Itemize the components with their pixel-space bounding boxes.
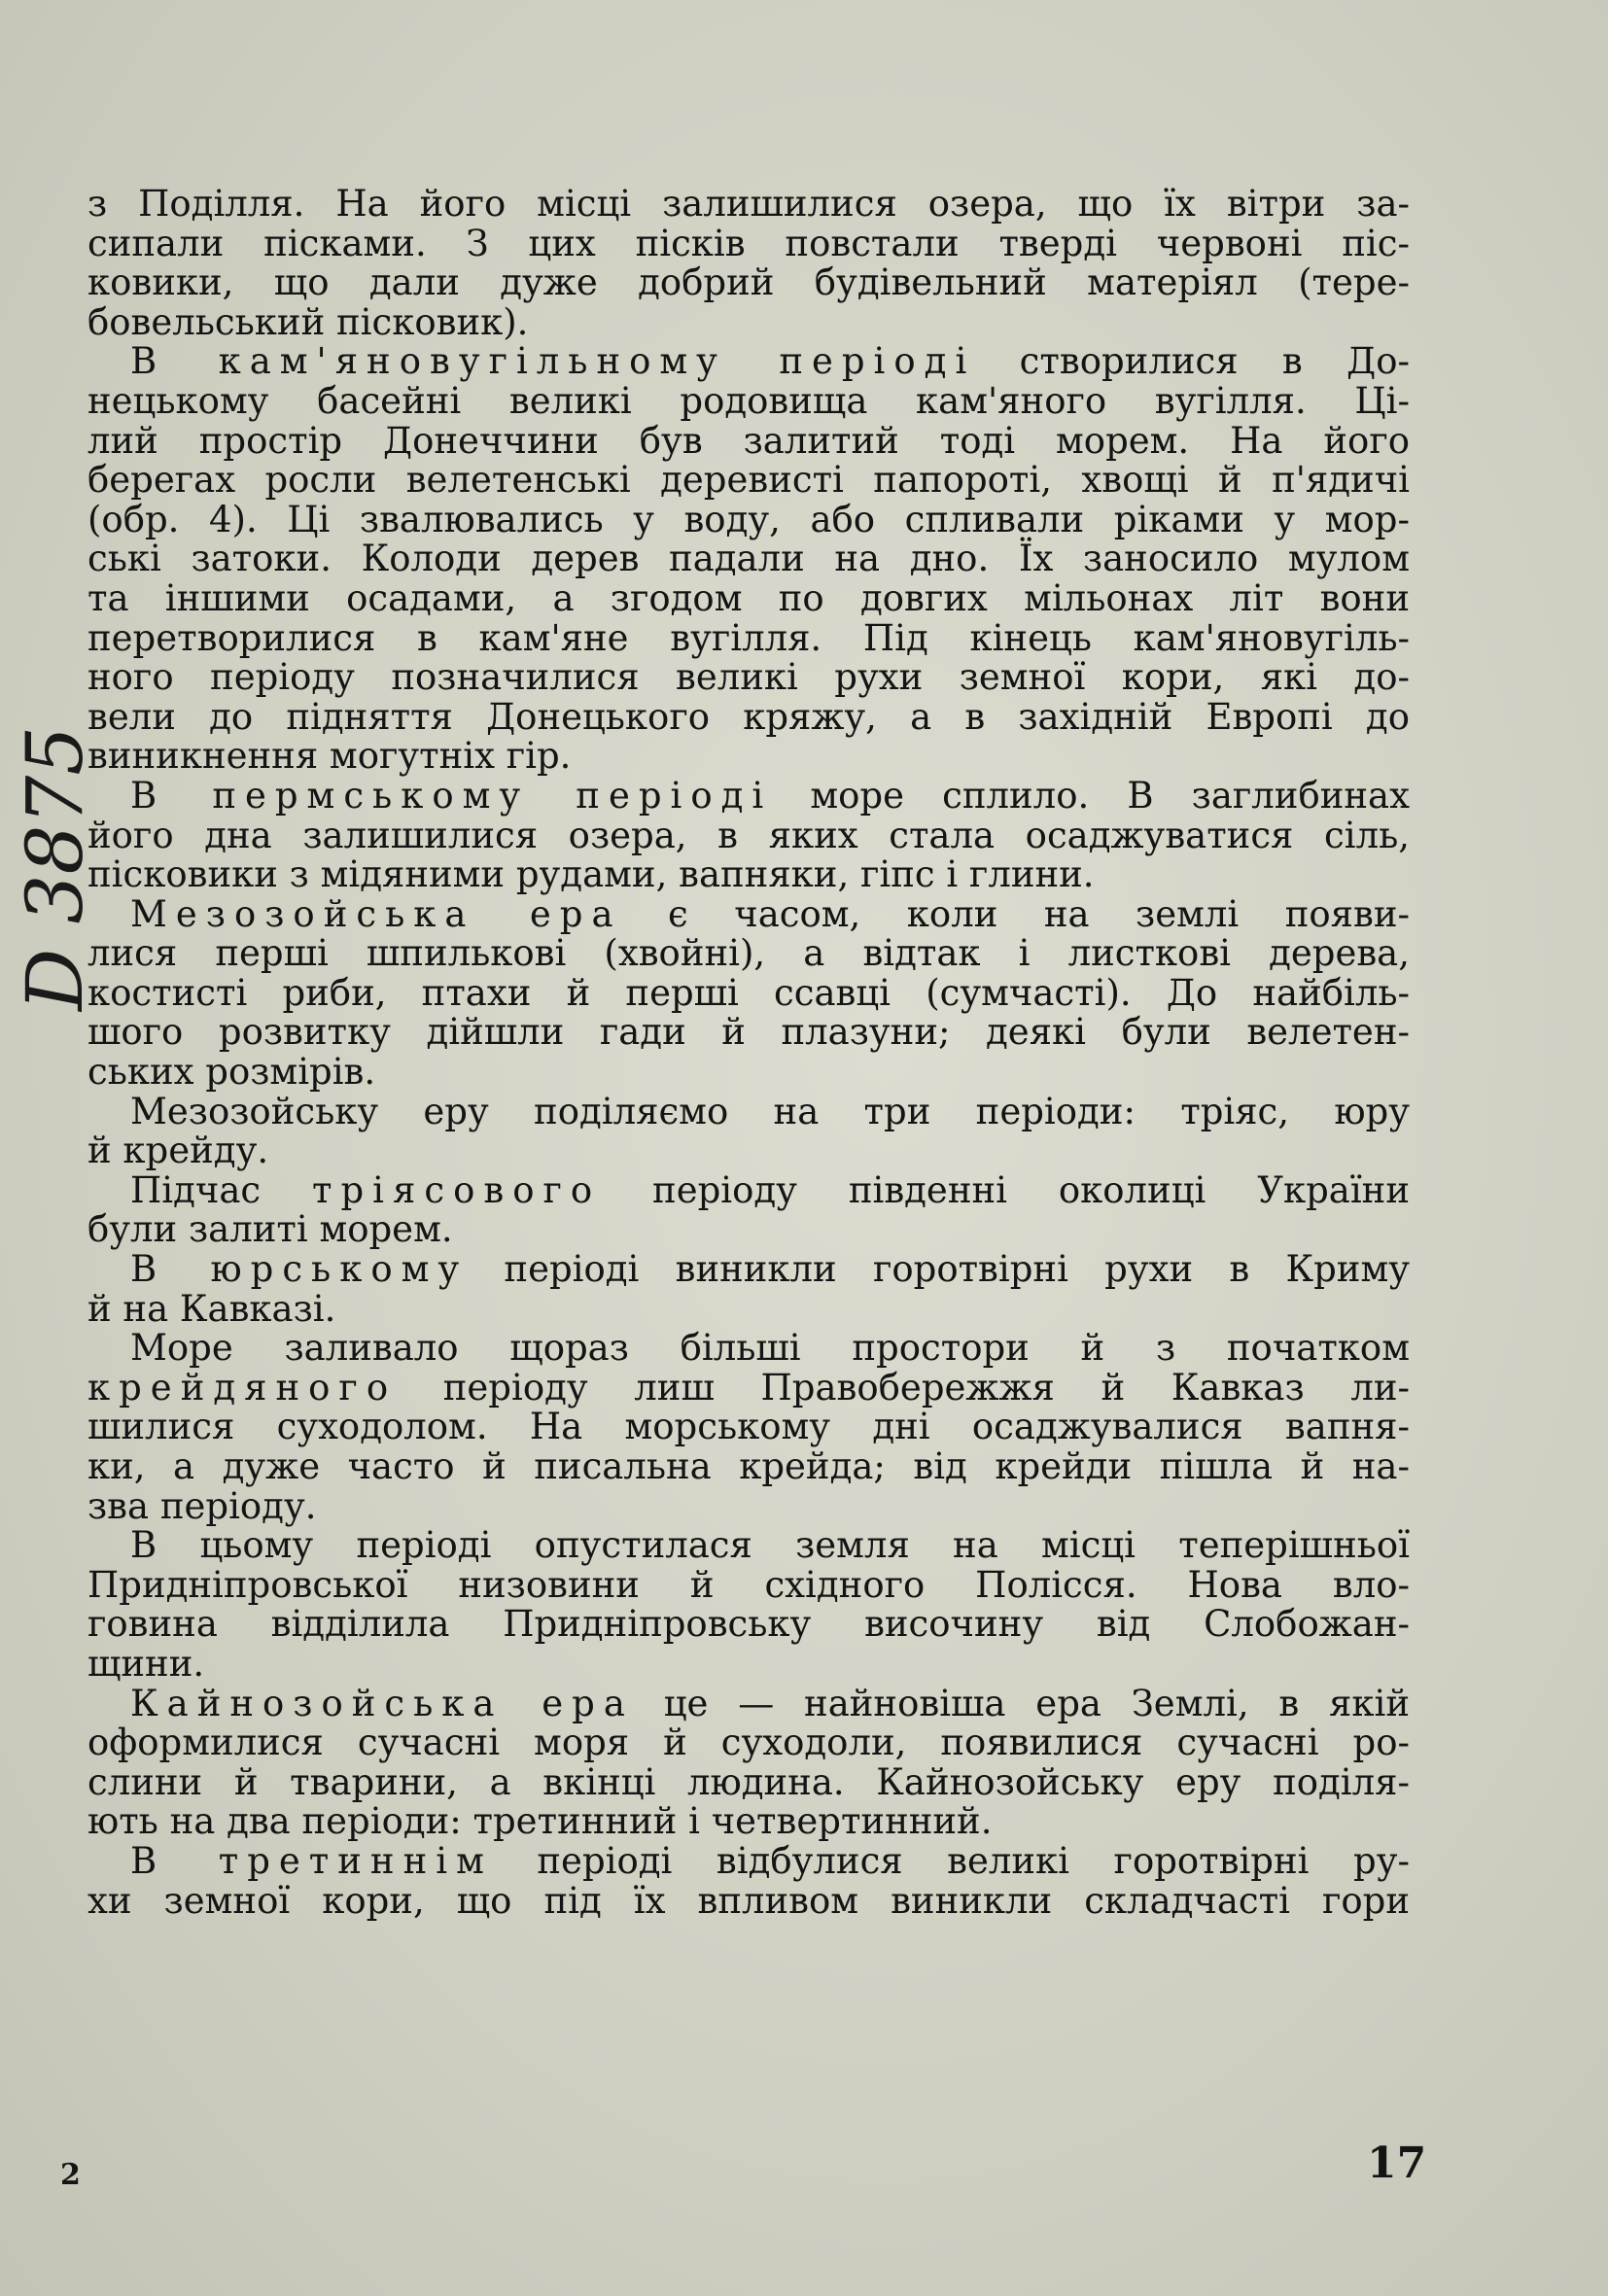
line-text: ють на два періоди: третинний і четвертинний. [87,1800,993,1843]
text-line [87,814,1410,856]
text-line [87,1484,1410,1527]
line-text: періоді відбулися великі горотвірні ру- [492,1839,1410,1882]
spaced-term: крейдяного [87,1366,398,1409]
text-line [87,461,1410,501]
line-text: з Поділля. На його місці залишилися озера, що їх вітри за- [87,183,1410,225]
text-line [87,855,1410,895]
line-text: хи земної кори, що під їх впливом виникли складчасті гори [87,1879,1410,1922]
line-text: оформилися сучасні моря й суходоли, появилися сучасні ро- [87,1722,1410,1764]
line-text: Море заливало щораз більші простори й з початком [130,1327,1410,1370]
line-text: й крейду. [87,1130,269,1172]
spaced-term: Мезозойська ера [130,892,622,935]
text-line [87,1563,1410,1606]
line-text: Підчас [130,1168,313,1211]
line-text: перетворилися в кам'яне вугілля. Під кінець кам'яновугіль- [87,616,1410,659]
line-text: ські затоки. Колоди дерев падали на дно. Їх заносило мулом [87,538,1410,580]
line-text: його дна залишилися озера, в яких стала осаджуватися сіль, [87,814,1410,856]
line-text: й на Кавказі. [87,1287,336,1330]
text-line [87,1168,1411,1211]
line-text: та іншими осадами, а згодом по довгих мільонах літ вони [87,576,1410,619]
text-line [87,1447,1410,1487]
line-text: ських розмірів. [87,1051,376,1094]
spaced-term: В юрському [130,1248,469,1291]
line-text: лися перші шпилькові (хвойні), а відтак і листкові дерева, [87,932,1410,975]
line-text: періоду лиш Правобережжя й Кавказ ли- [397,1366,1410,1409]
spaced-term: Кайнозойська ера [130,1682,634,1724]
text-line [87,498,1410,540]
line-text: Мезозойську еру поділяємо на три періоди: тріяс, юру [130,1090,1410,1132]
text-line [87,379,1410,422]
text-line [87,1013,1410,1053]
spaced-term: В третиннім [130,1839,493,1882]
line-text: сипали пісками. З цих пісків повстали тверді червоні піс- [87,222,1410,264]
line-text: періоду південні околиці України [601,1168,1411,1211]
text-line [87,892,1411,935]
line-text: бовельський пісковик). [87,300,529,343]
body-text [87,185,1410,1921]
text-line [87,576,1410,619]
line-text: це — найновіша ера Землі, в якій [633,1682,1410,1724]
text-line [87,1090,1410,1132]
text-line [87,1879,1410,1922]
text-line [87,1760,1410,1803]
spaced-term: тріясового [312,1168,602,1211]
line-text: лий простір Донеччини був залитий тоді морем. На його [87,419,1410,462]
text-line [87,1250,1410,1290]
line-text: нецькому басейні великі родовища кам'яного вугілля. Ці- [87,379,1410,422]
spaced-term: В кам'яновугільному періоді [130,340,976,383]
text-line [87,1366,1410,1409]
line-text: В цьому періоді опустилася земля на місці теперішньої [130,1524,1410,1567]
line-text: ного періоду позначилися великі рухи земної кори, які до- [87,656,1410,699]
text-line [87,539,1410,579]
line-text: слини й тварини, а вкінці людина. Кайнозойську еру поділя- [87,1760,1410,1803]
text-line [87,1642,1410,1685]
text-line [87,1605,1410,1645]
text-line [87,695,1410,738]
line-text: шилися суходолом. На морському дні осаджувалися вапня- [87,1406,1410,1448]
text-line [87,1682,1410,1724]
line-text: берегах росли велетенські деревисті папороті, хвощі й п'ядичі [87,459,1410,502]
line-text: створилися в До- [975,340,1410,383]
text-line [87,1839,1410,1882]
line-text: море сплило. В заглибинах [772,774,1410,817]
text-line [87,774,1410,817]
handwritten-margin-note: D 3875 [10,725,100,1011]
text-line [87,658,1410,698]
text-line [87,1802,1410,1842]
signature-mark: 2 [60,2158,81,2192]
line-text: ки, а дуже часто й писальна крейда; від крейди пішла й на- [87,1445,1410,1487]
text-line [87,1408,1410,1447]
line-text: вели до підняття Донецького кряжу, а в західній Европі до [87,695,1410,738]
line-text: періоді виникли горотвірні рухи в Криму [468,1248,1410,1291]
text-line [87,185,1410,225]
text-line [87,1287,1410,1330]
text-line [87,419,1410,462]
text-line [87,1526,1410,1566]
page-number: 17 [1367,2139,1427,2188]
text-line [87,737,1410,777]
line-text: виникнення могутніх гір. [87,735,572,778]
text-line [87,934,1410,974]
text-line [87,300,1410,343]
line-text: були залиті морем. [87,1208,453,1251]
text-line [87,1131,1410,1171]
text-line [87,263,1410,303]
text-line [87,1210,1410,1250]
line-text: пісковики з мідяними рудами, вапняки, гіпс і глини. [87,853,1095,896]
text-line [87,1053,1410,1093]
line-text: шого розвитку дійшли гади й плазуни; деякі були велетен- [87,1011,1410,1054]
line-text: (обр. 4). Ці звалювались у воду, або спливали ріками у мор- [87,498,1410,540]
line-text: є часом, коли на землі появи- [621,892,1411,935]
text-line [87,1723,1410,1763]
spaced-term: В пермському періоді [130,774,773,817]
text-line [87,1329,1410,1369]
line-text: Придніпровської низовини й східного Полісся. Нова вло- [87,1563,1410,1606]
text-line [87,222,1410,264]
line-text: щини. [87,1642,205,1685]
line-text: зва періоду. [87,1484,317,1527]
line-text: говина відділила Придніпровську височину від Слобожан- [87,1603,1410,1646]
text-line [87,616,1410,659]
line-text: костисті риби, птахи й перші ссавці (сумчасті). До найбіль- [87,971,1410,1014]
line-text: ковики, що дали дуже добрий будівельний матеріял (тере- [87,261,1410,304]
text-line [87,971,1410,1014]
text-line [87,342,1410,382]
